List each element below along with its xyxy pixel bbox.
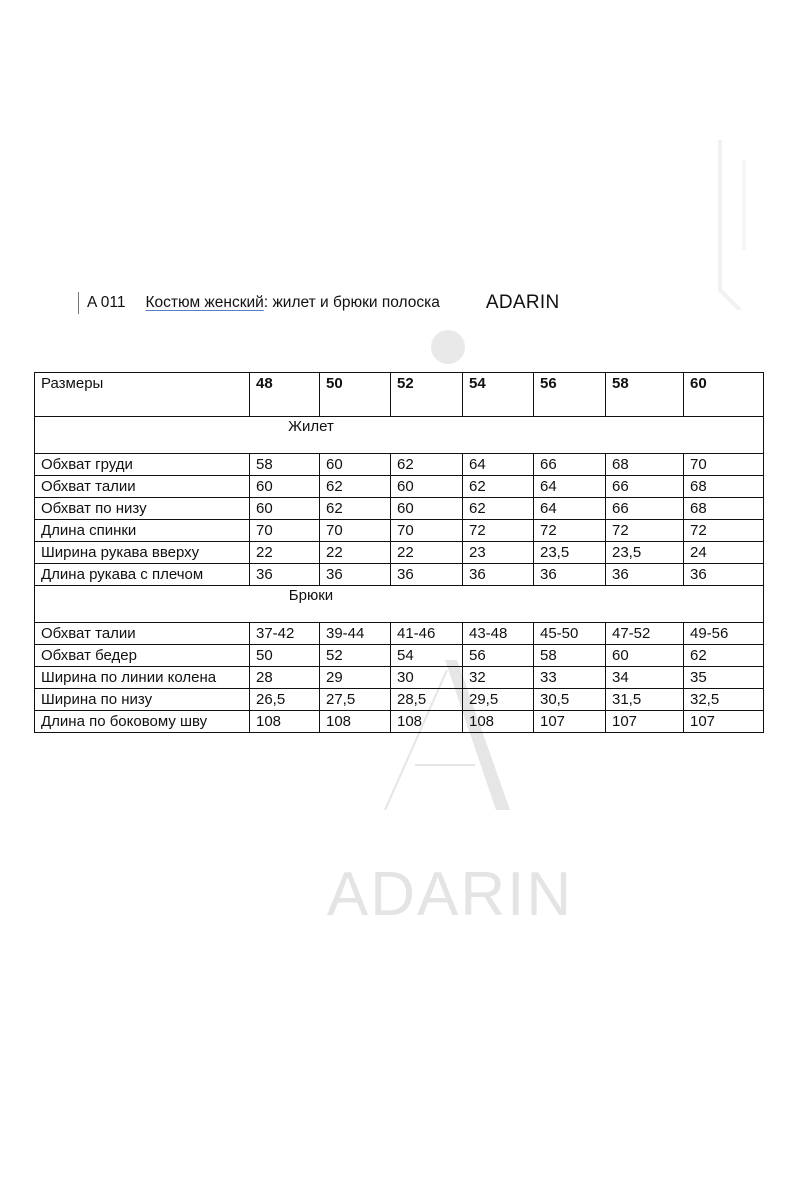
measurement-value: 68 xyxy=(606,454,684,476)
table-row xyxy=(35,645,764,667)
measurement-value: 64 xyxy=(534,498,606,520)
measurement-value: 27,5 xyxy=(320,689,391,711)
measurement-value: 60 xyxy=(320,454,391,476)
measurement-label: Обхват талии xyxy=(35,476,250,498)
watermark-dot xyxy=(431,330,465,364)
measurement-label: Длина рукава с плечом xyxy=(35,564,250,586)
table-row xyxy=(35,564,764,586)
size-header-cell: 60 xyxy=(684,373,764,417)
measurement-value: 60 xyxy=(391,476,463,498)
measurement-value: 22 xyxy=(250,542,320,564)
product-title-main: Костюм женский xyxy=(145,294,264,311)
measurement-value: 62 xyxy=(463,476,534,498)
measurement-value: 41-46 xyxy=(391,623,463,645)
measurement-value: 34 xyxy=(606,667,684,689)
measurement-value: 35 xyxy=(684,667,764,689)
section-title-cell xyxy=(35,586,764,623)
section-title-cell xyxy=(35,417,764,454)
measurement-value: 66 xyxy=(534,454,606,476)
measurement-label: Ширина рукава вверху xyxy=(35,542,250,564)
measurement-value: 62 xyxy=(684,645,764,667)
measurement-label: Обхват груди xyxy=(35,454,250,476)
size-header-cell: 56 xyxy=(534,373,606,417)
measurement-value: 32,5 xyxy=(684,689,764,711)
measurement-label: Обхват бедер xyxy=(35,645,250,667)
measurement-value: 58 xyxy=(250,454,320,476)
size-header-cell: 52 xyxy=(391,373,463,417)
brand-name: ADARIN xyxy=(485,292,560,313)
measurement-value: 43-48 xyxy=(463,623,534,645)
section-title-row xyxy=(35,586,764,623)
measurement-value: 22 xyxy=(391,542,463,564)
measurement-value: 50 xyxy=(250,645,320,667)
measurement-label: Обхват по низу xyxy=(35,498,250,520)
measurement-value: 60 xyxy=(250,498,320,520)
measurement-value: 37-42 xyxy=(250,623,320,645)
measurement-value: 108 xyxy=(320,711,391,733)
measurement-value: 62 xyxy=(391,454,463,476)
table-row xyxy=(35,454,764,476)
measurement-value: 36 xyxy=(684,564,764,586)
header-divider xyxy=(78,292,79,314)
measurement-value: 70 xyxy=(684,454,764,476)
measurement-value: 68 xyxy=(684,498,764,520)
measurement-value: 70 xyxy=(320,520,391,542)
size-table xyxy=(34,372,764,733)
measurement-value: 66 xyxy=(606,476,684,498)
measurement-value: 62 xyxy=(463,498,534,520)
table-row xyxy=(35,711,764,733)
article-code: A 011 xyxy=(87,294,126,311)
size-header-cell: 54 xyxy=(463,373,534,417)
measurement-value: 47-52 xyxy=(606,623,684,645)
measurement-label: Ширина по низу xyxy=(35,689,250,711)
section-title-row xyxy=(35,417,764,454)
measurement-value: 36 xyxy=(463,564,534,586)
table-row xyxy=(35,667,764,689)
measurement-value: 68 xyxy=(684,476,764,498)
measurement-value: 23,5 xyxy=(606,542,684,564)
measurement-value: 31,5 xyxy=(606,689,684,711)
measurement-value: 28,5 xyxy=(391,689,463,711)
product-title-rest: : жилет и брюки полоска xyxy=(263,294,440,311)
measurement-value: 108 xyxy=(391,711,463,733)
size-header-cell: 50 xyxy=(320,373,391,417)
measurement-value: 56 xyxy=(463,645,534,667)
measurement-value: 72 xyxy=(606,520,684,542)
measurement-value: 36 xyxy=(534,564,606,586)
measurement-value: 64 xyxy=(463,454,534,476)
measurement-value: 36 xyxy=(606,564,684,586)
measurement-value: 23 xyxy=(463,542,534,564)
measurement-value: 29,5 xyxy=(463,689,534,711)
measurement-value: 66 xyxy=(606,498,684,520)
measurement-value: 23,5 xyxy=(534,542,606,564)
size-header-row xyxy=(35,373,764,417)
measurement-value: 26,5 xyxy=(250,689,320,711)
measurement-value: 60 xyxy=(250,476,320,498)
measurement-value: 107 xyxy=(534,711,606,733)
measurement-value: 52 xyxy=(320,645,391,667)
measurement-label: Обхват талии xyxy=(35,623,250,645)
table-row xyxy=(35,520,764,542)
measurement-value: 36 xyxy=(320,564,391,586)
measurement-value: 60 xyxy=(391,498,463,520)
measurement-value: 70 xyxy=(391,520,463,542)
measurement-value: 58 xyxy=(534,645,606,667)
measurement-value: 70 xyxy=(250,520,320,542)
measurement-value: 45-50 xyxy=(534,623,606,645)
measurement-label: Длина спинки xyxy=(35,520,250,542)
measurement-value: 30 xyxy=(391,667,463,689)
measurement-value: 28 xyxy=(250,667,320,689)
measurement-value: 72 xyxy=(463,520,534,542)
measurement-label: Длина по боковому шву xyxy=(35,711,250,733)
table-row xyxy=(35,498,764,520)
measurement-value: 72 xyxy=(684,520,764,542)
measurement-value: 24 xyxy=(684,542,764,564)
measurement-value: 62 xyxy=(320,476,391,498)
measurement-value: 62 xyxy=(320,498,391,520)
measurement-value: 30,5 xyxy=(534,689,606,711)
watermark-side-mark xyxy=(700,140,760,310)
table-row xyxy=(35,476,764,498)
watermark-logo-text: ADARIN xyxy=(326,860,574,929)
measurement-value: 29 xyxy=(320,667,391,689)
measurement-value: 49-56 xyxy=(684,623,764,645)
measurement-value: 32 xyxy=(463,667,534,689)
measurement-label: Ширина по линии колена xyxy=(35,667,250,689)
section-title: Брюки xyxy=(288,587,334,604)
measurement-value: 108 xyxy=(250,711,320,733)
table-row xyxy=(35,623,764,645)
measurement-value: 72 xyxy=(534,520,606,542)
measurement-value: 64 xyxy=(534,476,606,498)
table-row xyxy=(35,689,764,711)
size-header-cell: 48 xyxy=(250,373,320,417)
size-header-cell: 58 xyxy=(606,373,684,417)
size-header-label: Размеры xyxy=(35,373,250,417)
measurement-value: 107 xyxy=(606,711,684,733)
measurement-value: 108 xyxy=(463,711,534,733)
measurement-value: 60 xyxy=(606,645,684,667)
document-header xyxy=(78,291,559,315)
measurement-value: 39-44 xyxy=(320,623,391,645)
measurement-value: 22 xyxy=(320,542,391,564)
measurement-value: 54 xyxy=(391,645,463,667)
table-row xyxy=(35,542,764,564)
measurement-value: 36 xyxy=(250,564,320,586)
measurement-value: 107 xyxy=(684,711,764,733)
measurement-value: 33 xyxy=(534,667,606,689)
measurement-value: 36 xyxy=(391,564,463,586)
section-title: Жилет xyxy=(288,418,334,435)
